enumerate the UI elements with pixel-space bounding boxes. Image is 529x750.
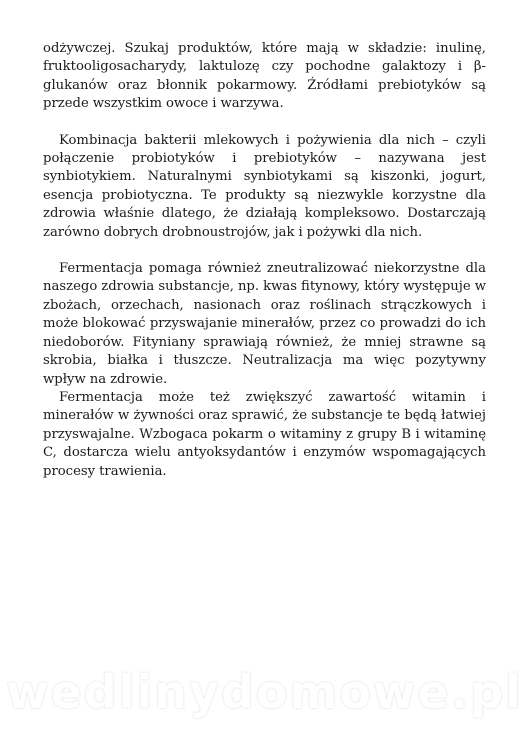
paragraph-fermentation-vitamins: Fermentacja może też zwiększyć zawartość witamin i minerałów w żywności oraz sprawić, że substancje te będą łatwiej przyswajalne. Wzbogaca pokarm o witaminy z grupy B i witaminę C, dostarcza wielu antyoksydantów i enzymów wspomagających procesy trawienia.	[43, 389, 486, 479]
paragraph-prebiotics: odżywczej. Szukaj produktów, które mają w składzie: inulinę, fruktooligosacharydy, laktulozę czy pochodne galaktozy i β-glukanów oraz błonnik pokarmowy. Źródłami prebiotyków są przede wszystkim owoce i warzywa.	[43, 41, 486, 112]
page-body	[43, 40, 486, 481]
paragraph-spacer	[43, 242, 486, 260]
site-watermark: wedlinydomowe.pl	[6, 665, 523, 719]
paragraph-fermentation-neutralization: Fermentacja pomaga również zneutralizować niekorzystne dla naszego zdrowia substancje, np. kwas fitynowy, który występuje w zbożach, orzechach, nasionach oraz roślinach strączkowych i może blokować przyswajanie minerałów, przez co prowadzi do ich niedoborów. Fityniany sprawiają również, że mniej strawne są skrobia, białka i tłuszcze. Neutralizacja ma więc pozytywny wpływ na zdrowie.	[43, 261, 486, 387]
paragraph-spacer	[43, 114, 486, 132]
paragraph-synbiotics: Kombinacja bakterii mlekowych i pożywienia dla nich – czyli połączenie probiotyków i prebiotyków – nazywana jest synbiotykiem. Naturalnymi synbiotykami są kiszonki, jogurt, esencja probiotyczna. Te produkty są niezwykle korzystne dla zdrowia właśnie dlatego, że działają kompleksowo. Dostarczają zarówno dobrych drobnoustrojów, jak i pożywki dla nich.	[43, 132, 486, 240]
